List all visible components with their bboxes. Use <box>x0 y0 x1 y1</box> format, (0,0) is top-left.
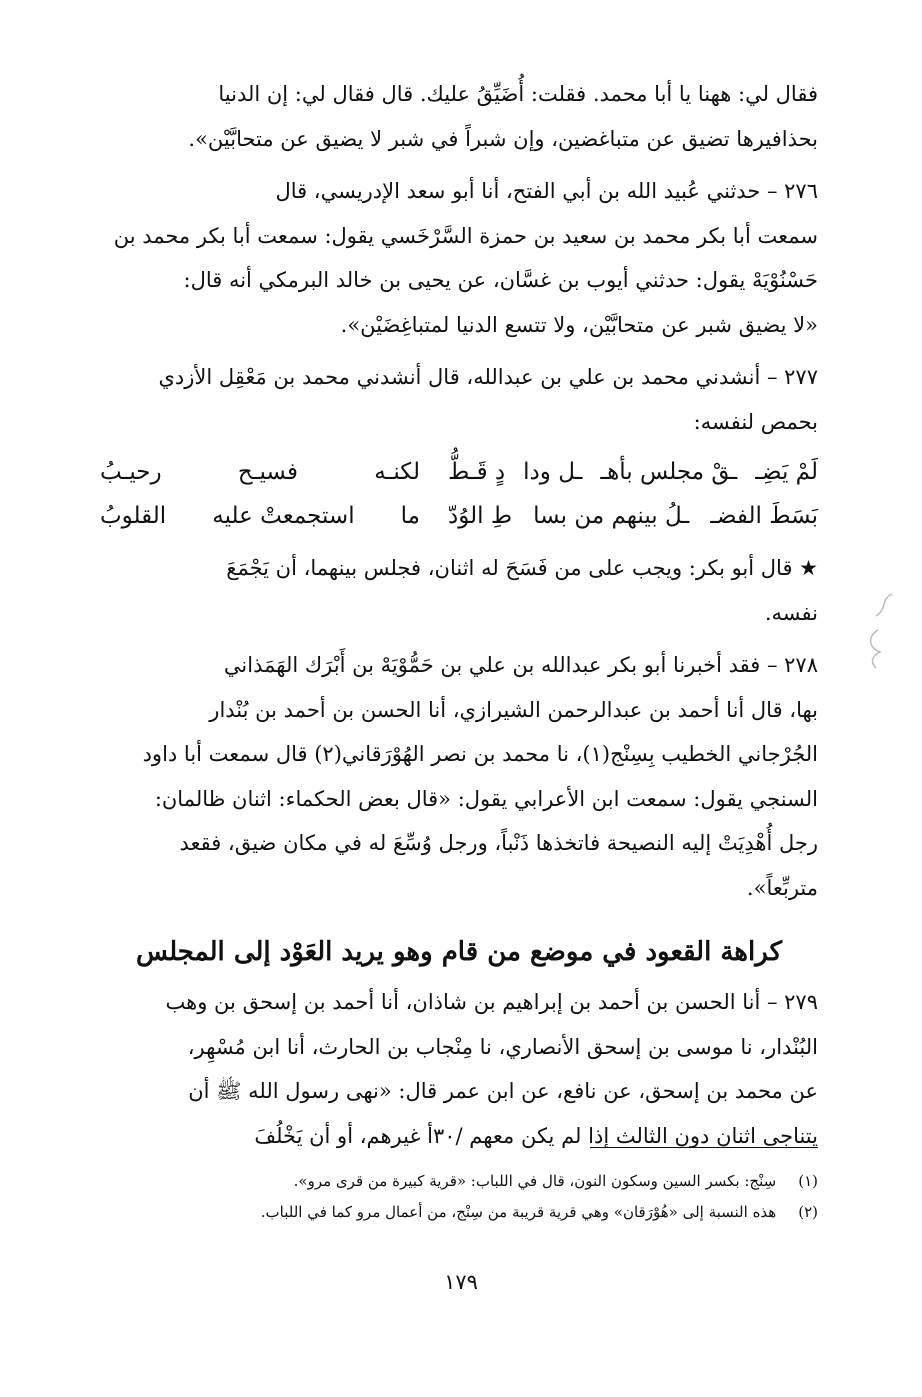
page-number: ١٧٩ <box>444 1270 478 1294</box>
text-line: ٢٧٦ – حدثني عُبيد الله بن أبي الفتح، أنا أبو سعد الإدريسي، قال <box>275 179 818 203</box>
verse-word: استجمعتْ عليه <box>212 503 355 529</box>
margin-bracket-mark <box>862 590 902 670</box>
verse-word: بَسَطَ الفضـ <box>710 503 818 529</box>
text-line: عن محمد بن إسحق، عن نافع، عن ابن عمر قال: «نهى رسول الله ﷺ أن <box>188 1079 818 1103</box>
verse-word: ما <box>400 503 420 529</box>
text-line: بحذافيرها تضيق عن متباغضين، وإن شبراً في شبر لا يضيق عن متحابَّيْن». <box>188 126 818 151</box>
footnote-number: (١) <box>798 1172 818 1190</box>
text-line: بها، قال أنا أحمد بن عبدالرحمن الشيرازي، أنا الحسن بن أحمد بن بُنْدار <box>209 697 818 722</box>
verse-word: لكنـه <box>374 459 420 485</box>
page-body <box>100 72 818 1158</box>
text-line: متربِّعاً». <box>746 875 818 900</box>
paragraph-278 <box>100 643 818 910</box>
paragraph-277 <box>100 355 818 444</box>
text-line: ٢٧٨ – فقد أخبرنا أبو بكر عبدالله بن علي بن حَمُّوْيَهْ بن أَبْرَك الهَمَذاني <box>223 653 818 677</box>
verse-word: ـقْ مجلس بأهـ <box>600 459 738 485</box>
section-heading: كراهة القعود في موضع من قام وهو يريد العَوْد إلى المجلس <box>136 937 782 967</box>
verse-word: رحيـبُ <box>100 459 162 485</box>
verse-word: فسيـح <box>237 459 298 485</box>
text-line: الجُرْجاني الخطيب بِسِنْج(١)، نا محمد بن نصر الهُوْرَقاني(٢) قال سمعت أبا داود <box>142 742 818 766</box>
verse-word: طِ الوُدّ <box>448 503 513 529</box>
footnotes <box>140 1166 818 1228</box>
text-line: بحمص لنفسه: <box>693 409 818 434</box>
text-line: البُنْدار، نا موسى بن إسحق الأنصاري، نا مِنْجاب بن الحارث، أنا ابن مُسْهِر، <box>187 1034 818 1059</box>
poem-verse <box>100 450 818 538</box>
footnote-text: هذه النسبة إلى «هُوْرَقان» وهي قرية قريبة من سِنْج، من أعمال مرو كما في اللباب. <box>260 1203 777 1221</box>
paragraph-editor-note <box>100 546 818 635</box>
verse-word: ـل ودا <box>523 459 583 485</box>
text-line: ★ قال أبو بكر: ويجب على من فَسَحَ له اثنان، فجلس بينهما، أن يَجْمَعَ <box>226 556 818 580</box>
text-line: حَسْنُوْيَهْ يقول: حدثني أيوب بن غسَّان، عن يحيى بن خالد البرمكي أنه قال: <box>183 268 818 292</box>
verse-first-hemistich <box>448 450 818 494</box>
text-line: فقال لي: ههنا يا أبا محمد. فقلت: أُضَيِّقُ عليك. قال فقال لي: إن الدنيا <box>218 82 818 106</box>
text-line: ٢٧٩ – أنا الحسن بن أحمد بن إبراهيم بن شاذان، أنا أحمد بن إسحق بن وهب <box>165 990 818 1014</box>
footnote <box>140 1166 818 1197</box>
verse-line <box>100 450 818 494</box>
text-line: «لا يضيق شبر عن متحابَّيْن، ولا تتسع الدنيا لمتباغِضَيْن». <box>340 312 818 337</box>
verse-word: لَمْ يَضِـ <box>755 459 818 485</box>
text-line: السنجي يقول: سمعت ابن الأعرابي يقول: «قال بعض الحكماء: اثنان ظالمان: <box>154 786 818 811</box>
footnote-number: (٢) <box>798 1203 818 1221</box>
paragraph-279 <box>100 980 818 1158</box>
verse-line <box>100 494 818 538</box>
verse-second-hemistich <box>100 494 420 538</box>
text-line: ٢٧٧ – أنشدني محمد بن علي بن عبدالله، قال أنشدني محمد بن مَعْقِل الأزدي <box>158 365 818 389</box>
verse-word: دٍ قَـطُّ <box>448 459 506 485</box>
footnote <box>140 1197 818 1228</box>
paragraph-276 <box>100 169 818 347</box>
footnote-separator <box>590 1147 818 1148</box>
footnote-text: سِنْج: بكسر السين وسكون النون، قال في اللباب: «قرية كبيرة من قرى مرو». <box>293 1172 777 1190</box>
paragraph-continuation <box>100 72 818 161</box>
text-line: رجل أُهْدِيَتْ إليه النصيحة فاتخذها ذَنْباً، ورجل وُسِّعَ له في مكان ضيق، فقعد <box>179 831 818 855</box>
text-line: نفسه. <box>764 600 818 625</box>
verse-word: القلوبُ <box>100 503 167 529</box>
verse-first-hemistich <box>448 494 818 538</box>
verse-second-hemistich <box>100 450 420 494</box>
verse-word: ـلُ بينهم من بسا <box>533 503 690 529</box>
text-line: سمعت أبا بكر محمد بن سعيد بن حمزة السَّرْخَسي يقول: سمعت أبا بكر محمد بن <box>113 223 818 248</box>
text-line: يتناجى اثنان دون الثالث إذا لم يكن معهم /٣٠أ غيرهم، أو أن يَخْلُفَ <box>254 1123 818 1148</box>
